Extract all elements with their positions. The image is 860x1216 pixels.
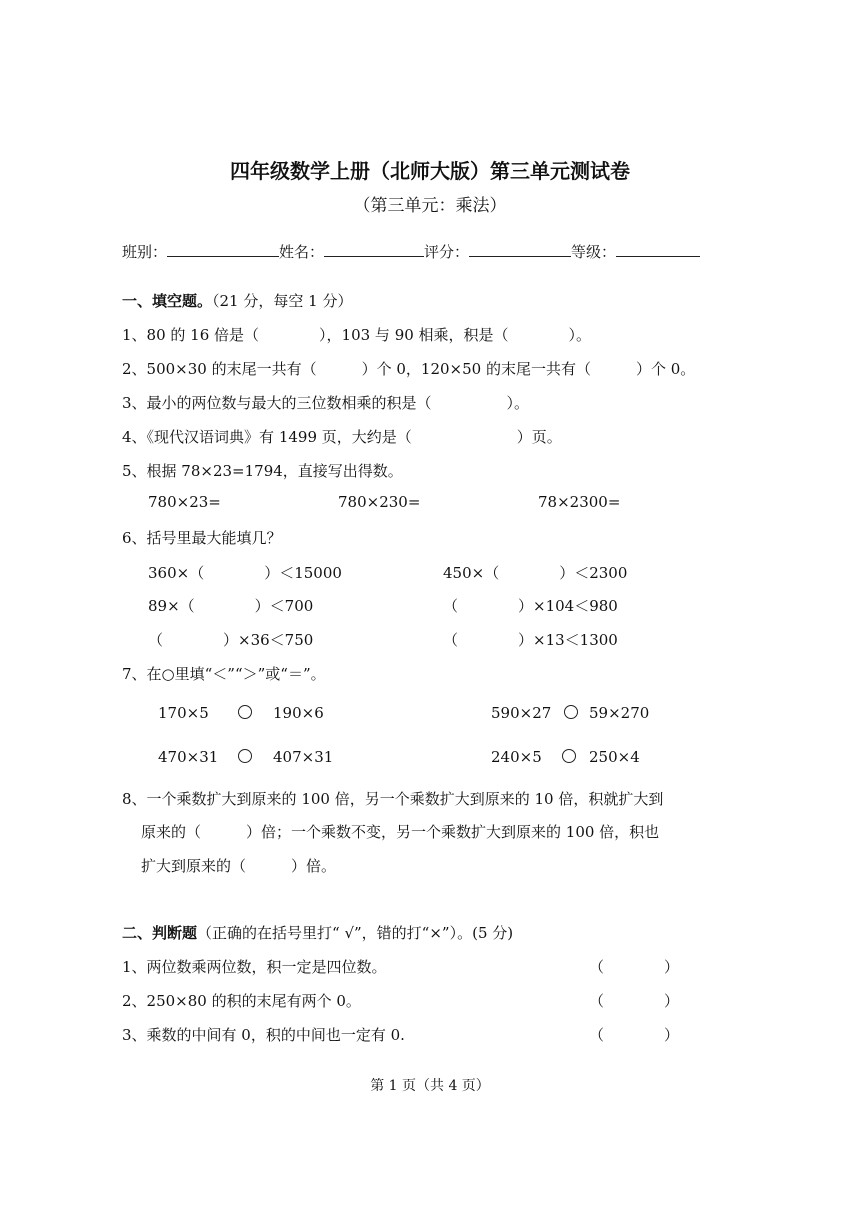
q6-item: 450×（ ）＜2300 [443, 564, 628, 582]
q7-right: 190×6 [273, 704, 324, 722]
judge-item: 1、两位数乘两位数，积一定是四位数。 [122, 958, 387, 976]
score-field[interactable] [469, 240, 571, 257]
q7-left: 470×31 [158, 748, 219, 766]
compare-circle[interactable] [238, 749, 252, 763]
judge-item: 3、乘数的中间有 0，积的中间也一定有 0. [122, 1026, 405, 1044]
q7-right: 59×270 [589, 704, 650, 722]
page-subtitle: （第三单元：乘法） [353, 196, 507, 216]
q5-item: 780×230= [338, 493, 421, 511]
section1-note: （21 分，每空 1 分） [212, 292, 353, 310]
question-4: 4、《现代汉语词典》有 1499 页，大约是（ ）页。 [122, 428, 562, 446]
info-line [122, 240, 700, 262]
q7-right: 407×31 [273, 748, 334, 766]
judge-bracket[interactable]: （ ） [589, 958, 680, 976]
page-footer: 第 1 页（共 4 页） [370, 1078, 490, 1094]
q6-item: 89×（ ）＜700 [148, 597, 314, 615]
section1-heading: 一、填空题。（21 分，每空 1 分） [122, 292, 353, 310]
class-label: 班别： [122, 243, 168, 261]
q6-item: （ ）×13＜1300 [443, 631, 618, 649]
question-1: 1、80 的 16 倍是（ ），103 与 90 相乘，积是（ ）。 [122, 326, 592, 344]
q7-left: 240×5 [491, 748, 542, 766]
compare-circle[interactable] [238, 705, 252, 719]
q7-left: 170×5 [158, 704, 209, 722]
q6-item: （ ）×104＜980 [443, 597, 618, 615]
name-field[interactable] [324, 240, 424, 257]
section2-note: （正确的在括号里打“ √”，错的打“×”）。(5 分) [197, 924, 514, 942]
q6-item: 360×（ ）＜15000 [148, 564, 342, 582]
section2-heading: 二、判断题（正确的在括号里打“ √”，错的打“×”）。(5 分) [122, 924, 514, 942]
judge-bracket[interactable]: （ ） [589, 992, 680, 1010]
question-7: 7、在○里填“＜”“＞”或“＝”。 [122, 665, 326, 683]
question-3: 3、最小的两位数与最大的三位数相乘的积是（ ）。 [122, 394, 530, 412]
q6-item: （ ）×36＜750 [148, 631, 314, 649]
grade-label: 等级： [571, 243, 617, 261]
q7-right: 250×4 [589, 748, 640, 766]
question-8-line3: 扩大到原来的（ ）倍。 [141, 857, 337, 875]
q5-item: 78×2300= [538, 493, 621, 511]
name-label: 姓名： [279, 243, 325, 261]
grade-field[interactable] [616, 240, 700, 257]
page-title: 四年级数学上册（北师大版）第三单元测试卷 [230, 159, 630, 183]
question-2: 2、500×30 的末尾一共有（ ）个 0，120×50 的末尾一共有（ ）个 0。 [122, 360, 696, 378]
compare-circle[interactable] [562, 749, 576, 763]
q7-left: 590×27 [491, 704, 552, 722]
question-6: 6、括号里最大能填几？ [122, 529, 282, 547]
question-5: 5、根据 78×23=1794，直接写出得数。 [122, 462, 403, 480]
judge-bracket[interactable]: （ ） [589, 1026, 680, 1044]
question-8-line2: 原来的（ ）倍；一个乘数不变，另一个乘数扩大到原来的 100 倍，积也 [141, 823, 660, 841]
judge-item: 2、250×80 的积的末尾有两个 0。 [122, 992, 361, 1010]
question-8-line1: 8、一个乘数扩大到原来的 100 倍，另一个乘数扩大到原来的 10 倍，积就扩大到 [122, 790, 664, 808]
q5-item: 780×23= [148, 493, 221, 511]
class-field[interactable] [167, 240, 279, 257]
compare-circle[interactable] [564, 705, 578, 719]
score-label: 评分： [424, 243, 470, 261]
